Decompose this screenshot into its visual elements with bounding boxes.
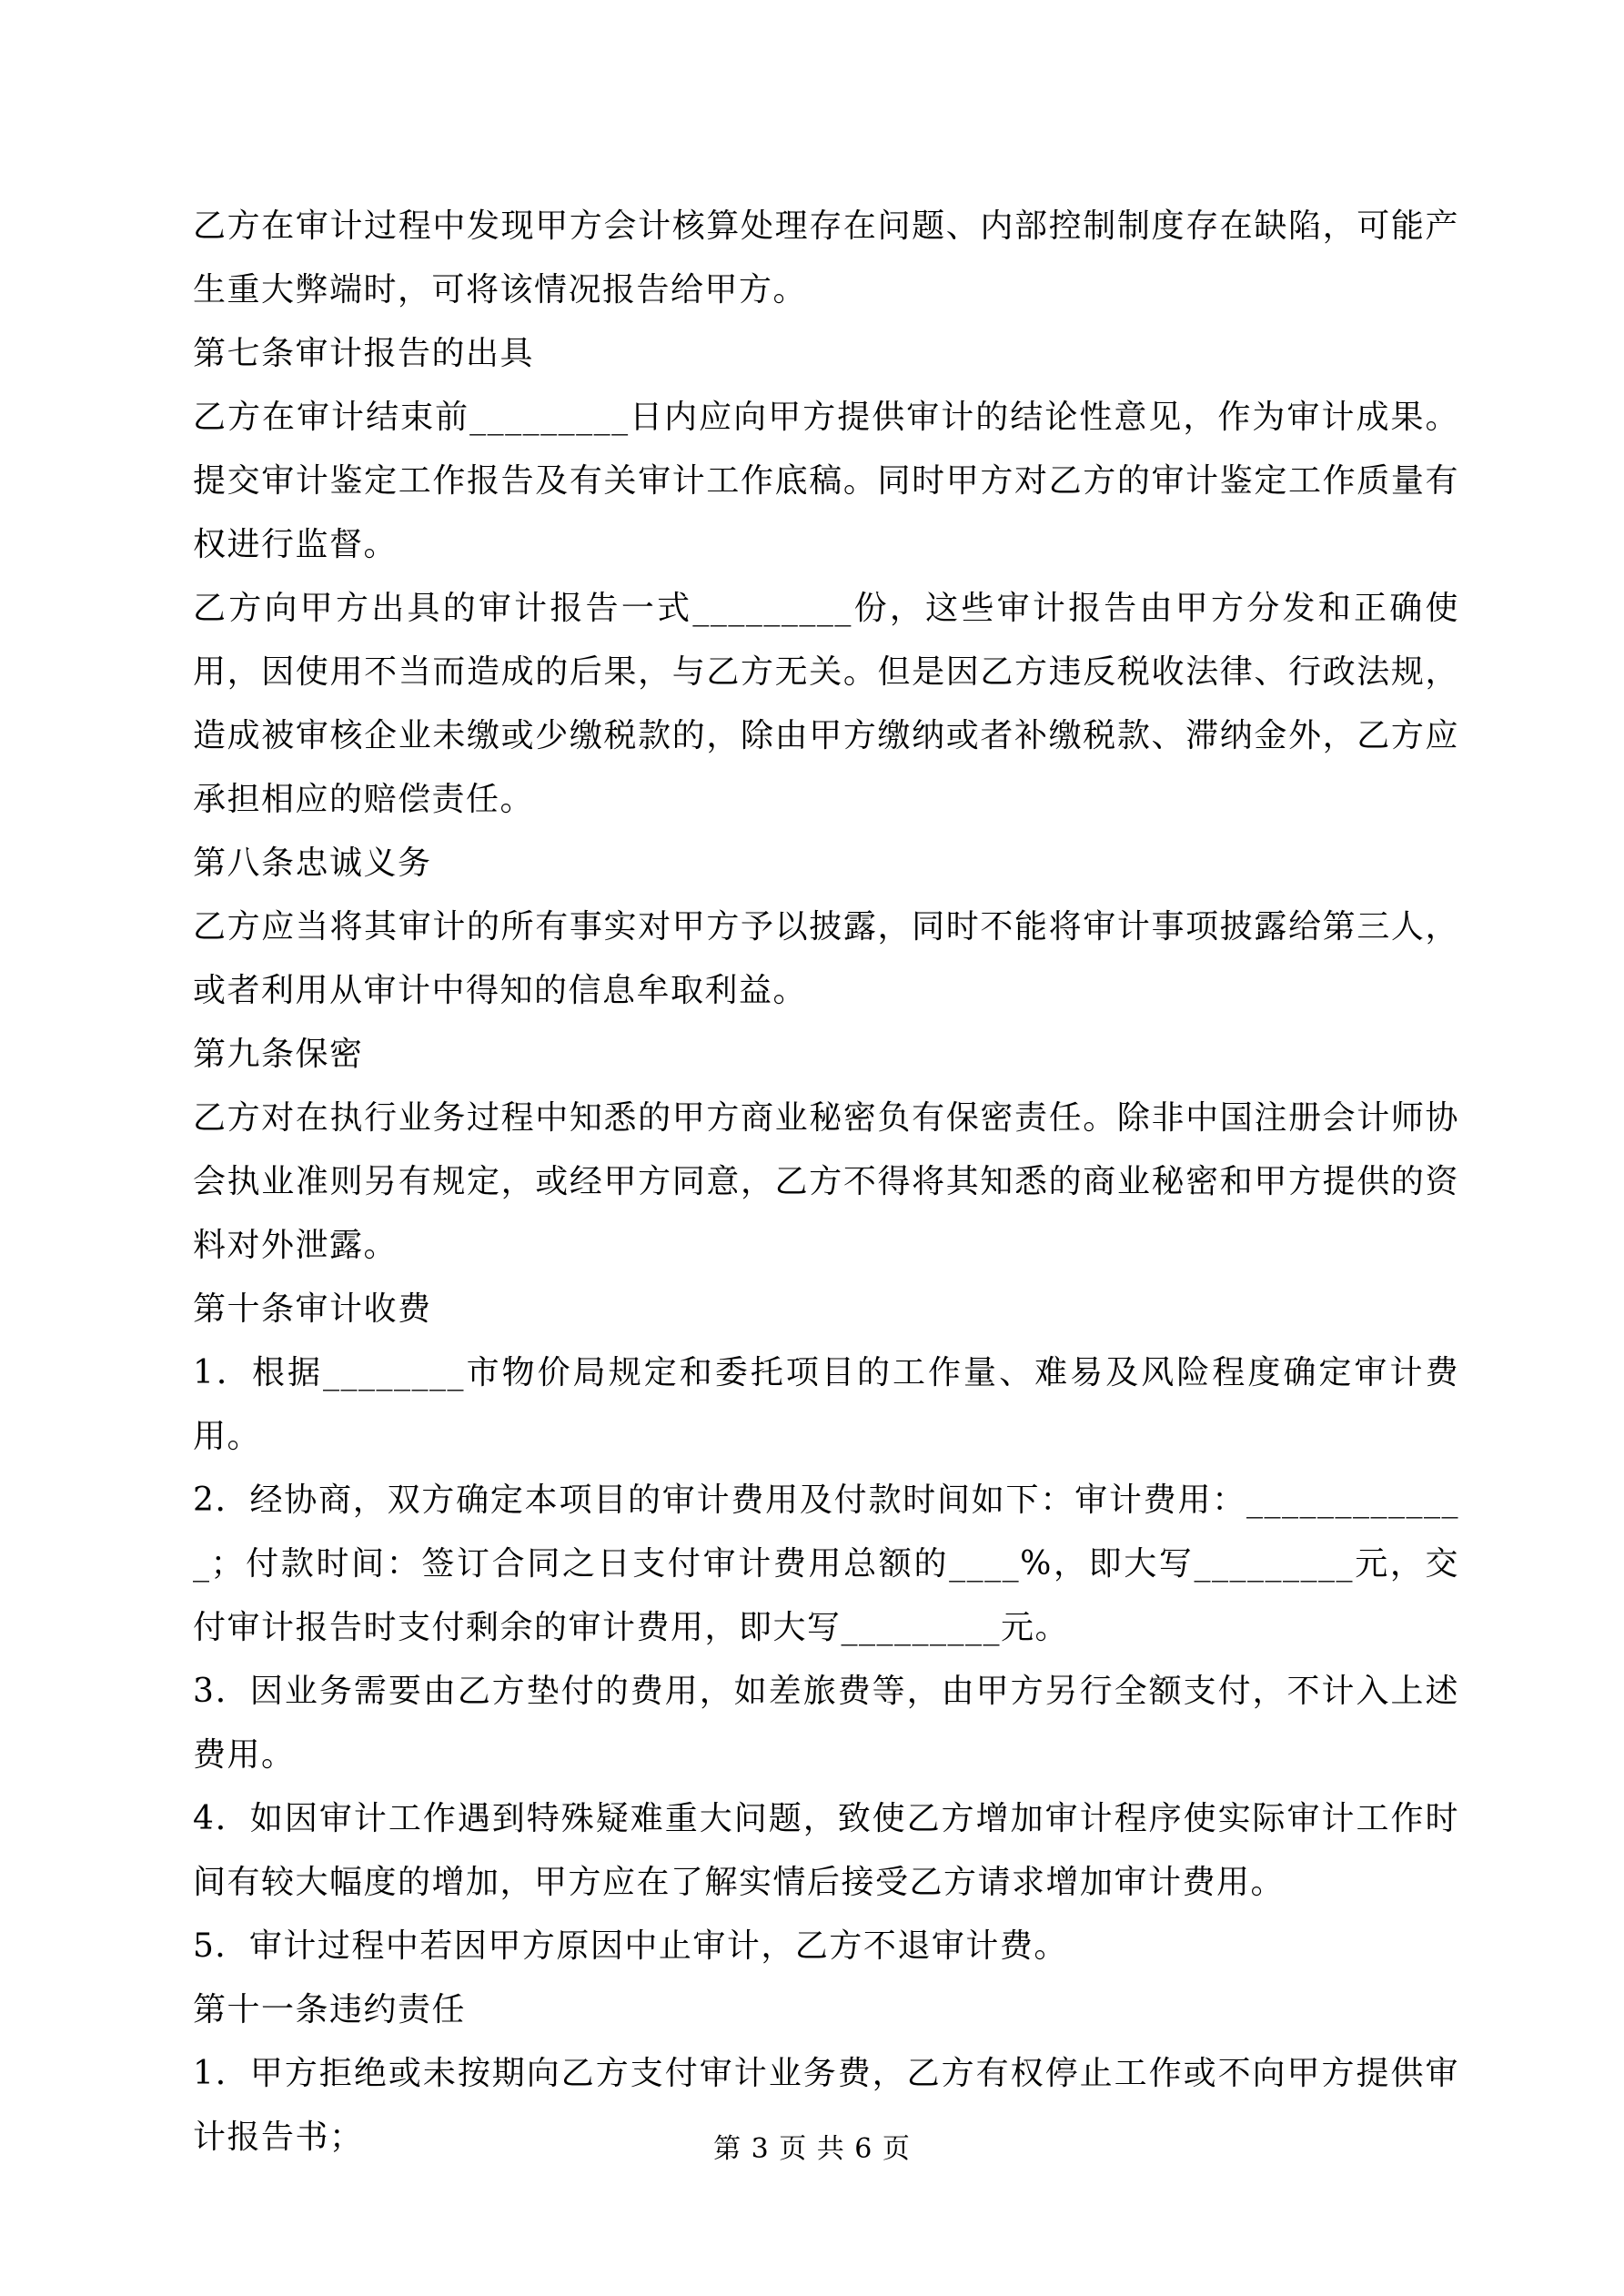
page-footer: 第 3 页 共 6 页 — [713, 2133, 911, 2165]
heading-clause8-loyalty-obligation: 第八条忠诚义务 — [193, 845, 432, 882]
para-audit-conclusion-deadline: 乙方在审计结束前_________日内应向甲方提供审计的结论性意见，作为审计成果。提交审计鉴定工作报告及有关审计工作底稿。同时甲方对乙方的审计鉴定工作质量有权进行监督。 — [193, 399, 1459, 563]
para-fee-item-3: 3．因业务需要由乙方垫付的费用，如差旅费等，由甲方另行全额支付，不计入上述费用。 — [193, 1673, 1459, 1774]
heading-clause7-audit-report-issuance: 第七条审计报告的出具 — [193, 335, 535, 372]
para-fee-item-1: 1．根据________市物价局规定和委托项目的工作量、难易及风险程度确定审计费用。 — [193, 1354, 1459, 1455]
heading-clause10-audit-fees: 第十条审计收费 — [193, 1290, 432, 1328]
para-breach-item-1: 1．甲方拒绝或未按期向乙方支付审计业务费，乙方有权停止工作或不向甲方提供审计报告书； — [193, 2055, 1459, 2156]
document-body — [193, 195, 1459, 2170]
heading-clause11-breach-liability: 第十一条违约责任 — [193, 1991, 467, 2028]
para-fee-item-4: 4．如因审计工作遇到特殊疑难重大问题，致使乙方增加审计程序使实际审计工作时间有较大幅度的增加，甲方应在了解实情后接受乙方请求增加审计费用。 — [193, 1800, 1459, 1901]
para-disclosure-obligation: 乙方应当将其审计的所有事实对甲方予以披露，同时不能将审计事项披露给第三人，或者利用从审计中得知的信息牟取利益。 — [193, 908, 1459, 1009]
para-audit-report-copies: 乙方向甲方出具的审计报告一式_________份，这些审计报告由甲方分发和正确使用，因使用不当而造成的后果，与乙方无关。但是因乙方违反税收法律、行政法规，造成被审核企业未缴或少缴税款的，除由甲方缴纳或者补缴税款、滞纳金外，乙方应承担相应的赔偿责任。 — [193, 590, 1459, 818]
para-fee-item-2: 2．经协商，双方确定本项目的审计费用及付款时间如下：审计费用：_____________；付款时间：签订合同之日支付审计费用总额的____%，即大写_________元，交付审计报告时支付剩余的审计费用，即大写_________元。 — [193, 1482, 1459, 1646]
heading-clause9-confidentiality: 第九条保密 — [193, 1036, 364, 1073]
para-confidentiality-duty: 乙方对在执行业务过程中知悉的甲方商业秘密负有保密责任。除非中国注册会计师协会执业准则另有规定，或经甲方同意，乙方不得将其知悉的商业秘密和甲方提供的资料对外泄露。 — [193, 1099, 1459, 1264]
para-fee-item-5: 5．审计过程中若因甲方原因中止审计，乙方不退审计费。 — [193, 1927, 1068, 1965]
para-audit-problem-report: 乙方在审计过程中发现甲方会计核算处理存在问题、内部控制制度存在缺陷，可能产生重大弊端时，可将该情况报告给甲方。 — [193, 207, 1459, 308]
